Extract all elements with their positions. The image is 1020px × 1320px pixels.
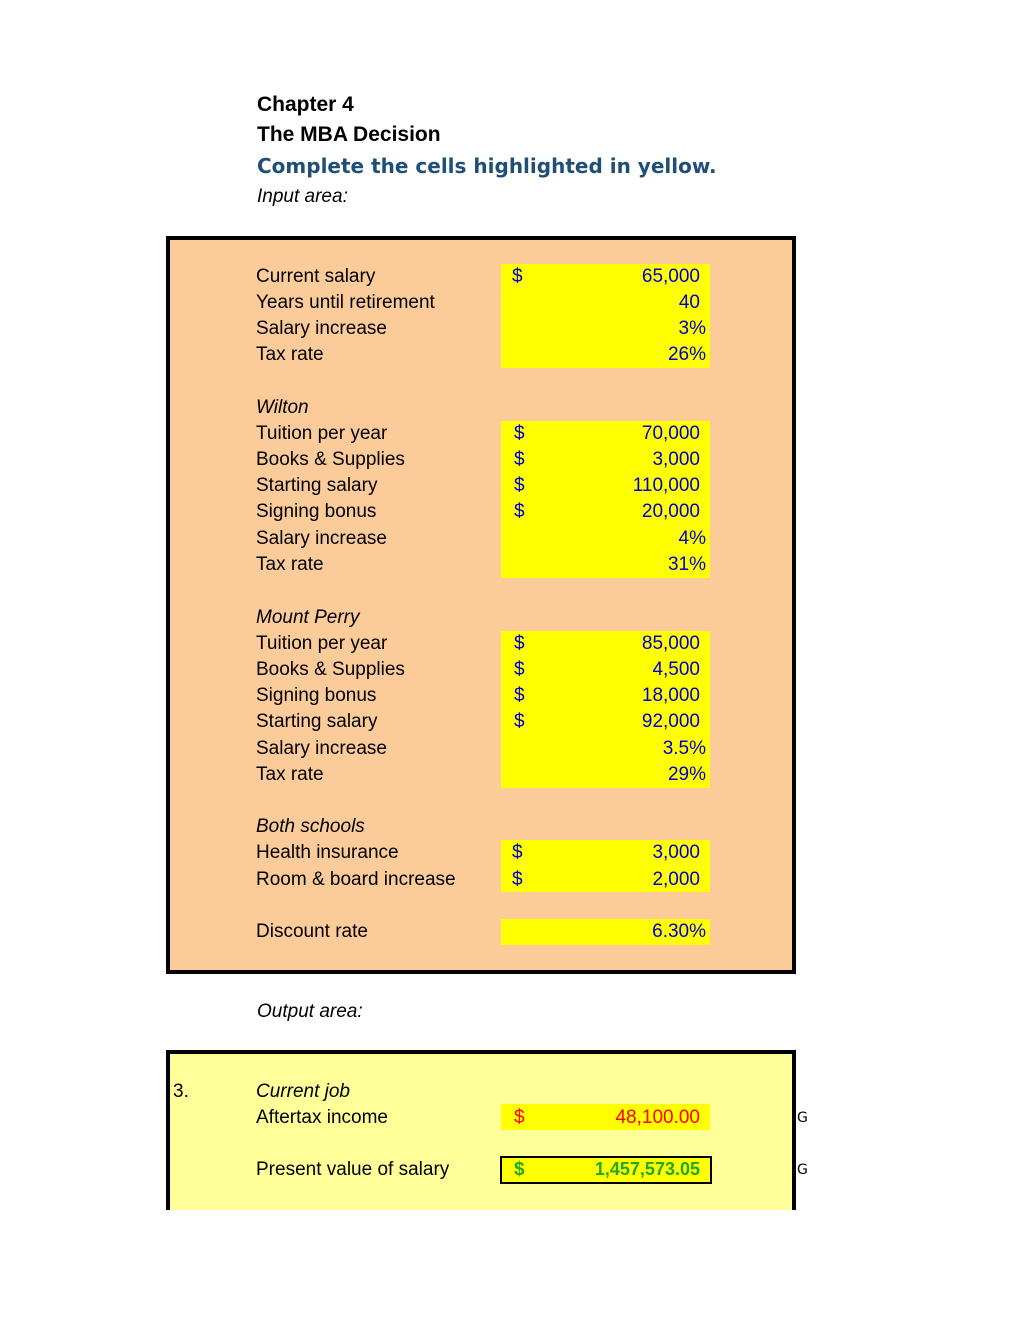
row-label: Tuition per year [256, 633, 388, 654]
dollar-sign: $ [514, 501, 525, 522]
instruction-text: Complete the cells highlighted in yellow. [257, 154, 717, 178]
discount-rate-cell[interactable]: 6.30% [652, 921, 706, 942]
mount-perry-tax-rate-cell[interactable]: 29% [667, 764, 706, 785]
cell-marker: G [797, 1110, 808, 1126]
dollar-sign: $ [514, 633, 525, 654]
mount-perry-heading: Mount Perry [256, 607, 360, 628]
mount-perry-starting-salary-cell[interactable]: 92,000 [641, 711, 700, 732]
dollar-sign: $ [514, 449, 525, 470]
current-job-heading: Current job [256, 1081, 350, 1102]
present-value-cell[interactable]: 1,457,573.05 [594, 1159, 700, 1179]
row-label: Room & board increase [256, 869, 456, 890]
row-label: Aftertax income [256, 1107, 388, 1128]
row-label: Years until retirement [256, 292, 435, 313]
aftertax-income-cell[interactable]: 48,100.00 [615, 1107, 700, 1128]
current-salary-increase-cell[interactable]: 3% [678, 318, 706, 339]
row-label: Signing bonus [256, 501, 377, 522]
years-until-retirement-cell[interactable]: 40 [678, 292, 700, 313]
row-label: Tax rate [256, 344, 324, 365]
row-label: Tax rate [256, 764, 324, 785]
row-label: Health insurance [256, 842, 399, 863]
dollar-sign: $ [514, 685, 525, 706]
dollar-sign: $ [512, 842, 523, 863]
row-label: Present value of salary [256, 1159, 450, 1180]
output-area-box [166, 1050, 796, 1210]
dollar-sign: $ [512, 266, 523, 287]
wilton-books-cell[interactable]: 3,000 [652, 449, 700, 470]
mount-perry-salary-increase-cell[interactable]: 3.5% [662, 738, 706, 759]
input-area-label: Input area: [257, 186, 348, 207]
question-number: 3. [173, 1081, 189, 1102]
row-label: Signing bonus [256, 685, 377, 706]
room-board-increase-cell[interactable]: 2,000 [652, 869, 700, 890]
both-schools-heading: Both schools [256, 816, 365, 837]
row-label: Books & Supplies [256, 659, 405, 680]
row-label: Tuition per year [256, 423, 388, 444]
row-label: Books & Supplies [256, 449, 405, 470]
dollar-sign: $ [514, 1107, 525, 1128]
chapter-heading: Chapter 4 [257, 93, 354, 116]
row-label: Salary increase [256, 318, 387, 339]
health-insurance-cell[interactable]: 3,000 [652, 842, 700, 863]
mount-perry-signing-bonus-cell[interactable]: 18,000 [641, 685, 700, 706]
cell-marker: G [797, 1162, 808, 1178]
current-salary-cell[interactable]: 65,000 [641, 266, 700, 287]
row-label: Salary increase [256, 528, 387, 549]
row-label: Tax rate [256, 554, 324, 575]
row-label: Discount rate [256, 921, 368, 942]
dollar-sign: $ [514, 475, 525, 496]
dollar-sign: $ [514, 659, 525, 680]
wilton-heading: Wilton [256, 397, 309, 418]
row-label: Current salary [256, 266, 376, 287]
mount-perry-tuition-cell[interactable]: 85,000 [641, 633, 700, 654]
dollar-sign: $ [514, 423, 525, 444]
dollar-sign: $ [512, 869, 523, 890]
output-area-label: Output area: [257, 1001, 363, 1022]
dollar-sign: $ [514, 1159, 525, 1180]
current-tax-rate-cell[interactable]: 26% [667, 344, 706, 365]
wilton-tuition-cell[interactable]: 70,000 [641, 423, 700, 444]
row-label: Starting salary [256, 475, 378, 496]
row-label: Salary increase [256, 738, 387, 759]
row-label: Starting salary [256, 711, 378, 732]
wilton-starting-salary-cell[interactable]: 110,000 [632, 475, 700, 496]
dollar-sign: $ [514, 711, 525, 732]
mount-perry-books-cell[interactable]: 4,500 [652, 659, 700, 680]
wilton-tax-rate-cell[interactable]: 31% [667, 554, 706, 575]
wilton-signing-bonus-cell[interactable]: 20,000 [641, 501, 700, 522]
page-title: The MBA Decision [257, 123, 441, 146]
wilton-salary-increase-cell[interactable]: 4% [678, 528, 706, 549]
